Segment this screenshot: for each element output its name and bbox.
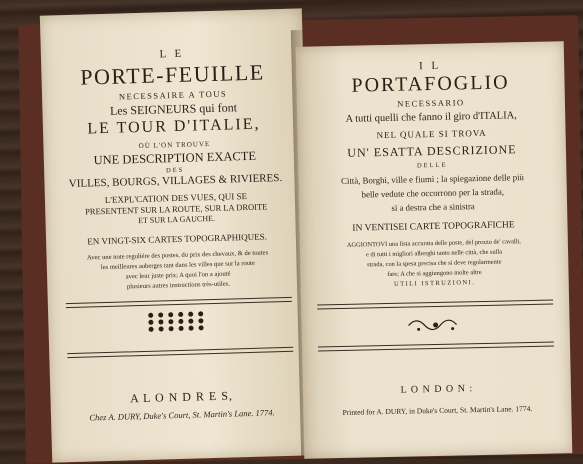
left-cartes: EN VINGT-SIX CARTES TOPOGRAPHIQUES.	[87, 231, 268, 247]
left-note-4: plusieurs autres instructions très-utiles.	[126, 280, 230, 291]
left-bottom-rule	[67, 347, 293, 358]
right-agg-4: fare; A che si aggiungono molte altre	[387, 269, 482, 278]
left-tour: LE TOUR D'ITALIE,	[87, 115, 261, 138]
right-descrizione: UN' ESATTA DESCRIZIONE	[347, 142, 517, 160]
left-necessaire: NECESSAIRE A TOUS	[118, 88, 228, 102]
right-il: I L	[418, 59, 442, 73]
left-explication-2: PRESENTENT SUR LA ROUTE, SUR LA DROITE	[84, 201, 268, 217]
right-delle: DELLE	[416, 161, 448, 170]
right-citta-3: si a destra che a sinistra	[391, 201, 475, 213]
right-citta-2: belle vedute che occorrono per la strada,	[361, 186, 505, 200]
right-agg-2: e di tutti i migliori alberghi tanto nelle città, che sulla	[365, 248, 503, 259]
right-page-italian	[296, 41, 573, 459]
left-note-3: avec leur juste prix; A quoi l'on a ajouté	[125, 270, 231, 281]
left-villes: VILLES, BOURGS, VILLAGES & RIVIERES.	[68, 172, 283, 190]
right-agg-5: UTILI ISTRUZIONI.	[394, 279, 476, 288]
left-note-2: les meilleures auberges tant dans les villes que sur la route	[100, 259, 255, 272]
left-seigneurs: Les SEIGNEURS qui font	[109, 100, 238, 118]
right-necessario: NECESSARIO	[397, 97, 465, 109]
right-city: L O N D O N :	[400, 383, 474, 396]
right-top-rule	[317, 300, 553, 310]
right-nel: NEL QUALE SI TROVA	[376, 127, 487, 141]
right-bottom-rule	[318, 342, 554, 352]
right-vine-ornament	[406, 315, 464, 334]
left-imprint: Chez A. DURY, Duke's Court, St. Martin's Lane. 1774.	[89, 407, 275, 423]
left-top-rule	[66, 297, 292, 308]
right-main-title: PORTAFOGLIO	[351, 71, 510, 97]
right-agg-1: AGGIONTOVI una lista accurata delle poste, del prezzo de' cavalli,	[346, 238, 521, 249]
left-city: A L O N D R E S,	[129, 388, 234, 406]
right-agg-3: strada, con la spesa precisa che si deve regolarmente	[367, 258, 502, 269]
left-main-title: PORTE-FEUILLE	[79, 59, 266, 90]
right-carte: IN VENTISEI CARTE TOPOGRAFICHE	[352, 220, 515, 234]
left-description: UNE DESCRIPTION EXACTE	[93, 148, 257, 168]
right-tutti: A tutti quelli che fanno il giro d'ITALIA,	[345, 110, 517, 125]
left-page-french	[40, 8, 314, 462]
left-note-1: Avec une note reguliére des postes, du prix des chevaux, & de toutes	[86, 249, 269, 262]
left-explication-1: L'EXPL'CATION DES VUES, QUI SE	[104, 191, 248, 205]
left-dotted-ornament	[148, 311, 206, 332]
left-le: L E	[159, 47, 185, 61]
left-des: DES	[165, 166, 185, 175]
right-imprint: Printed for A. DURY, in Duke's Court, St. Martin's Lane. 1774.	[342, 403, 533, 417]
left-ou-lon: OÙ L'ON TROUVE	[138, 140, 211, 151]
right-citta-1: Città, Borghi, ville e fiumi ; la spiegazione delle più	[341, 172, 525, 186]
left-explication-3: ET SUR LA GAUCHE.	[138, 213, 216, 226]
